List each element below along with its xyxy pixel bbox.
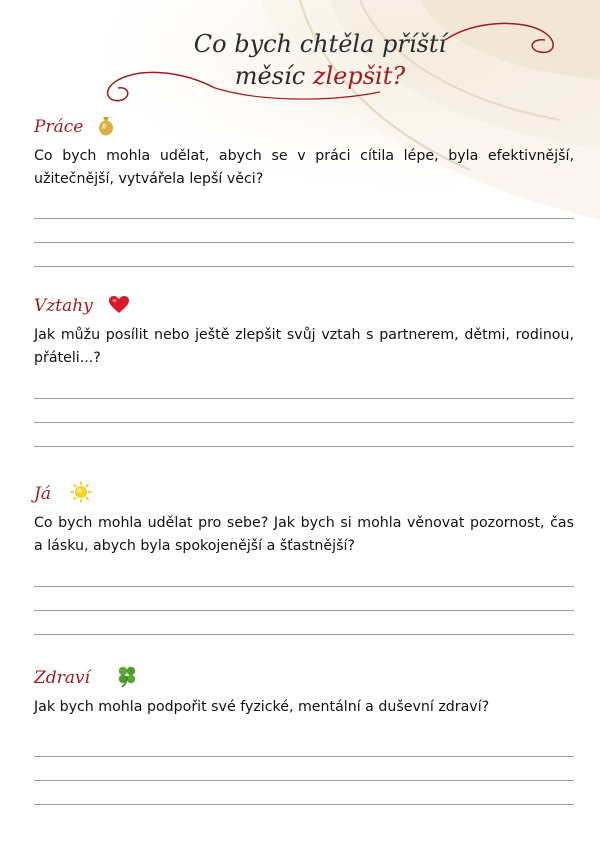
question-ja: Co bych mohla udělat pro sebe? Jak bych si mohla věnovat pozornost, čas a lásku, abych byla spokojenější a šťastnější? — [34, 515, 574, 554]
title-line-1: Co bych chtěla příští — [193, 30, 447, 58]
question-prace: Co bych mohla udělat, abych se v práci cítila lépe, byla efektivnější, užitečnější, vytvářela lepší věci? — [34, 148, 574, 187]
sun-icon — [70, 481, 92, 503]
section-title-vztahy: Vztahy — [34, 296, 93, 316]
heart-icon — [108, 295, 130, 315]
answer-line[interactable] — [34, 610, 574, 611]
section-title-prace: Práce — [34, 117, 84, 137]
section-ja — [34, 480, 574, 558]
title-line-2 — [170, 60, 470, 92]
answer-line[interactable] — [34, 218, 574, 219]
answer-line[interactable] — [34, 446, 574, 447]
answer-line[interactable] — [34, 586, 574, 587]
section-prace — [34, 113, 574, 191]
four-leaf-clover-icon — [116, 664, 138, 688]
section-title-ja: Já — [34, 484, 51, 504]
section-title-zdravi: Zdraví — [34, 668, 90, 688]
question-vztahy: Jak můžu posílit nebo ještě zlepšit svůj vztah s partnerem, dětmi, rodinou, přáteli...? — [34, 327, 574, 366]
answer-line[interactable] — [34, 780, 574, 781]
answer-line[interactable] — [34, 266, 574, 267]
answer-line[interactable] — [34, 422, 574, 423]
title-accent: zlepšit? — [312, 62, 406, 90]
page-title — [170, 28, 470, 92]
section-vztahy — [34, 292, 574, 370]
answer-line[interactable] — [34, 242, 574, 243]
title-line-2-part: měsíc — [234, 62, 313, 90]
answer-line[interactable] — [34, 804, 574, 805]
section-zdravi — [34, 664, 574, 719]
answer-line[interactable] — [34, 398, 574, 399]
question-zdravi: Jak bych mohla podpořit své fyzické, mentální a duševní zdraví? — [34, 699, 490, 715]
answer-line[interactable] — [34, 756, 574, 757]
answer-line[interactable] — [34, 634, 574, 635]
money-bag-icon — [96, 113, 116, 137]
